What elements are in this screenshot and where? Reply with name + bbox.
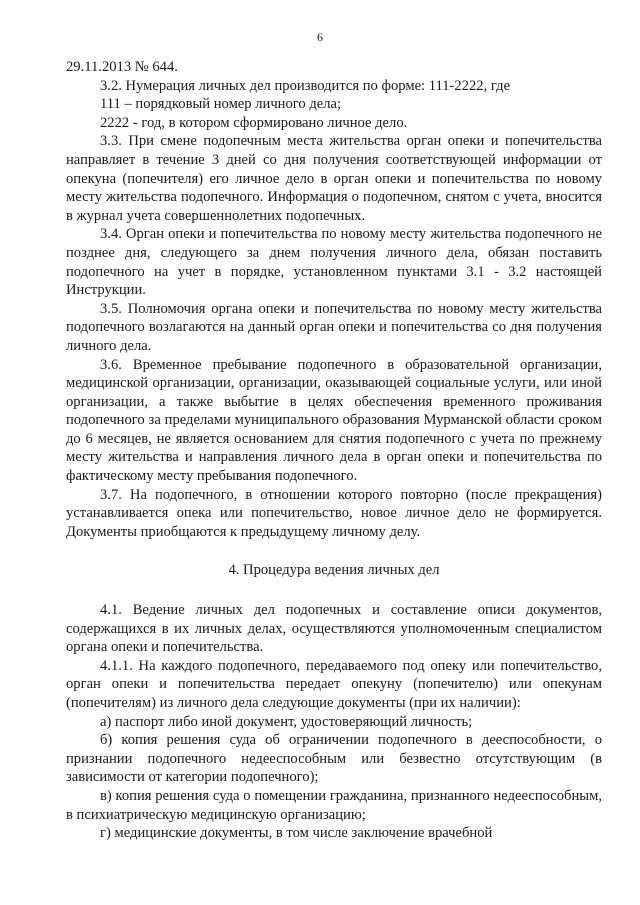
document-body: [66, 58, 602, 843]
list-item-a: а) паспорт либо иной документ, удостоверяющий личность;: [100, 713, 473, 730]
paragraph-3-2-item-year: 2222 - год, в котором сформировано личное дело.: [100, 114, 408, 131]
paragraph-4-1-1: 4.1.1. На каждого подопечного, передаваемого под опеку или попечительство, орган опеки и попечительства передает опекуну (попечителю) или опекунам (попечителям) из личного дела следующие документы (при их наличии):: [66, 657, 602, 711]
paragraph-3-4: 3.4. Орган опеки и попечительства по новому месту жительства подопечного не позднее дня, следующего за днем получения личного дела, обязан поставить подопечного на учет в порядке, установленном пунктами 3.1 - 3.2 настоящей Инструкции.: [66, 226, 602, 299]
list-item-b: б) копия решения суда об ограничении подопечного в дееспособности, о признании подопечного недееспособным или безвестно отсутствующим (в зависимости от категории подопечного);: [66, 732, 602, 786]
paragraph-3-2-item-number: 111 – порядковый номер личного дела;: [100, 96, 342, 113]
section-heading-4: 4. Процедура ведения личных дел: [228, 562, 440, 579]
paragraph-3-7: 3.7. На подопечного, в отношении которого повторно (после прекращения) устанавливается опека или попечительство, новое личное дело не формируется. Документы приобщаются к предыдущему личному делу.: [66, 486, 602, 540]
paragraph-3-6: 3.6. Временное пребывание подопечного в образовательной организации, медицинской организации, организации, оказывающей социальные услуги, или иной организации, а также выбытие в целях обеспечения временного проживания подопечного за пределами муниципального образования Мурманской области сроком до 6 месяцев, не является основанием для снятия подопечного с учета по прежнему месту жительства и направления личного дела в орган опеки и попечительства по фактическому месту пребывания подопечного.: [66, 356, 602, 485]
paragraph-date-ref: 29.11.2013 № 644.: [66, 59, 178, 75]
paragraph-3-3: 3.3. При смене подопечным места жительства орган опеки и попечительства направляет в течение 3 дней со дня получения соответствующей информации от опекуна (попечителя) его личное дело в орган опеки и попечительства по новому месту жительства подопечного. Информация о подопечном, снятом с учета, вносится в журнал учета совершеннолетних подопечных.: [66, 133, 602, 224]
list-item-g: г) медицинские документы, в том числе заключение врачебной: [100, 825, 493, 842]
page-number: 6: [317, 30, 323, 44]
list-item-v: в) копия решения суда о помещении гражданина, признанного недееспособным, в психиатрическую медицинскую организацию;: [66, 787, 602, 823]
paragraph-3-5: 3.5. Полномочия органа опеки и попечительства по новому месту жительства подопечного возлагаются на данный орган опеки и попечительства со дня получения личного дела.: [66, 300, 602, 354]
paragraph-3-2: 3.2. Нумерация личных дел производится по форме: 111-2222, где: [100, 77, 511, 94]
paragraph-4-1: 4.1. Ведение личных дел подопечных и составление описи документов, содержащихся в их личных делах, осуществляются уполномоченным специалистом органа опеки и попечительства.: [66, 602, 602, 656]
